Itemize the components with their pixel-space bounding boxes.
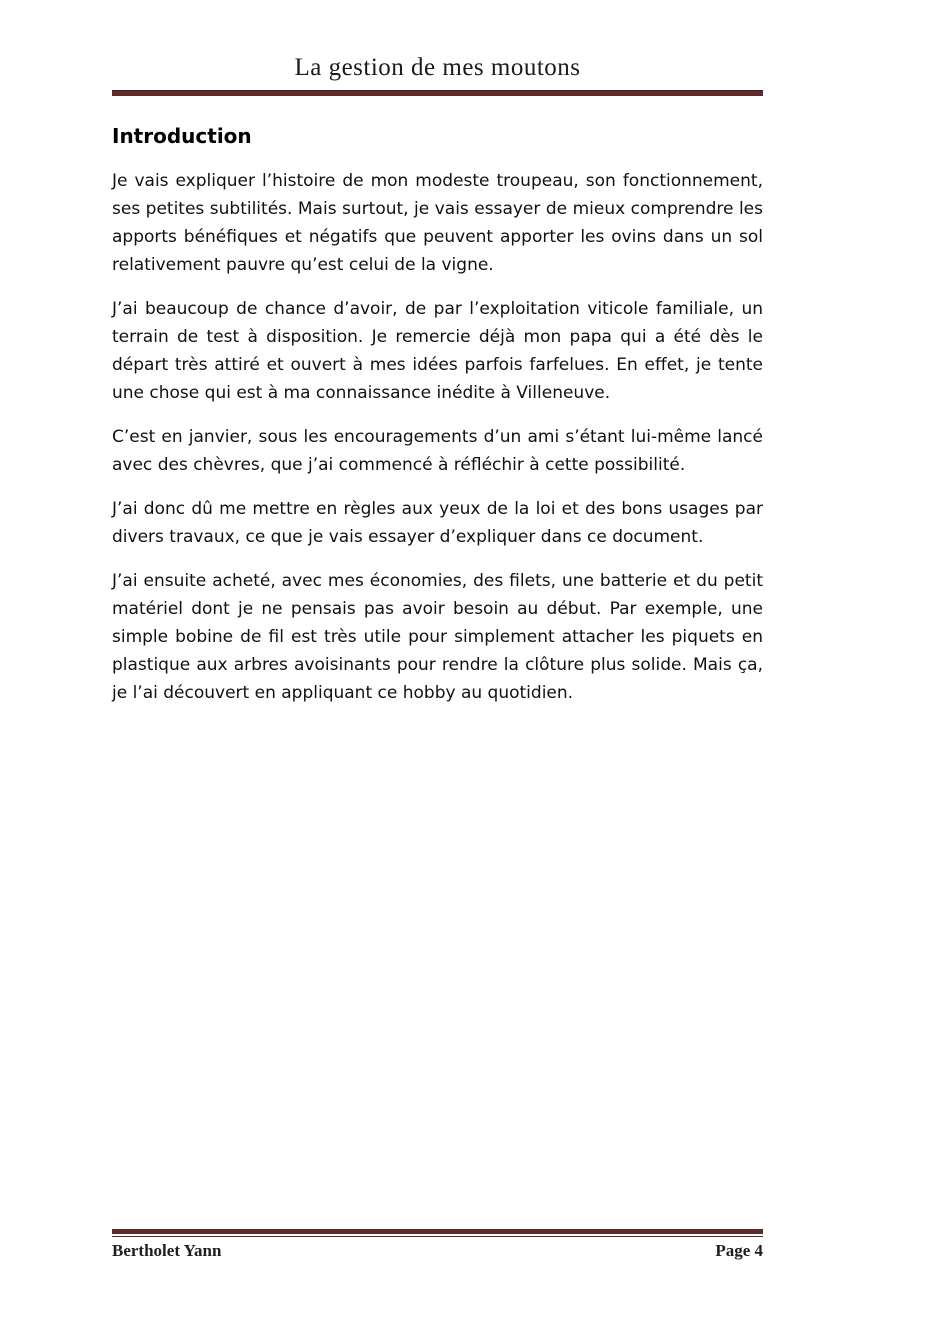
header-rule xyxy=(112,90,763,96)
body-paragraph: J’ai beaucoup de chance d’avoir, de par l’exploitation viticole familiale, un terrain de test à disposition. Je remercie déjà mon papa qui a été dès le départ très attiré et ouvert à mes idées parfois farfelues. En effet, je tente une chose qui est à ma connaissance inédite à Villeneuve. xyxy=(112,299,763,403)
document-title: La gestion de mes moutons xyxy=(294,54,581,81)
body-text xyxy=(112,167,763,707)
section-heading-introduction: Introduction xyxy=(112,124,252,148)
body-paragraph: C’est en janvier, sous les encouragements d’un ami s’étant lui-même lancé avec des chèvres, que j’ai commencé à réfléchir à cette possibilité. xyxy=(112,427,763,475)
body-paragraph: J’ai donc dû me mettre en règles aux yeux de la loi et des bons usages par divers travaux, ce que je vais essayer d’expliquer dans ce document. xyxy=(112,499,763,547)
footer-author: Bertholet Yann xyxy=(112,1241,222,1260)
footer-rule-thin xyxy=(112,1236,763,1237)
body-paragraph: Je vais expliquer l’histoire de mon modeste troupeau, son fonctionnement, ses petites subtilités. Mais surtout, je vais essayer de mieux comprendre les apports bénéfiques et négatifs que peuvent apporter les ovins dans un sol relativement pauvre qu’est celui de la vigne. xyxy=(112,171,763,275)
page-footer xyxy=(112,1229,763,1262)
footer-rule-thick xyxy=(112,1229,763,1234)
footer-page-number: Page 4 xyxy=(715,1241,763,1260)
footer-row xyxy=(112,1240,763,1262)
body-paragraph: J’ai ensuite acheté, avec mes économies, des filets, une batterie et du petit matériel dont je ne pensais pas avoir besoin au début. Par exemple, une simple bobine de fil est très utile pour simplement attacher les piquets en plastique aux arbres avoisinants pour rendre la clôture plus solide. Mais ça, je l’ai découvert en appliquant ce hobby au quotidien. xyxy=(112,571,763,703)
page-content xyxy=(112,0,763,707)
